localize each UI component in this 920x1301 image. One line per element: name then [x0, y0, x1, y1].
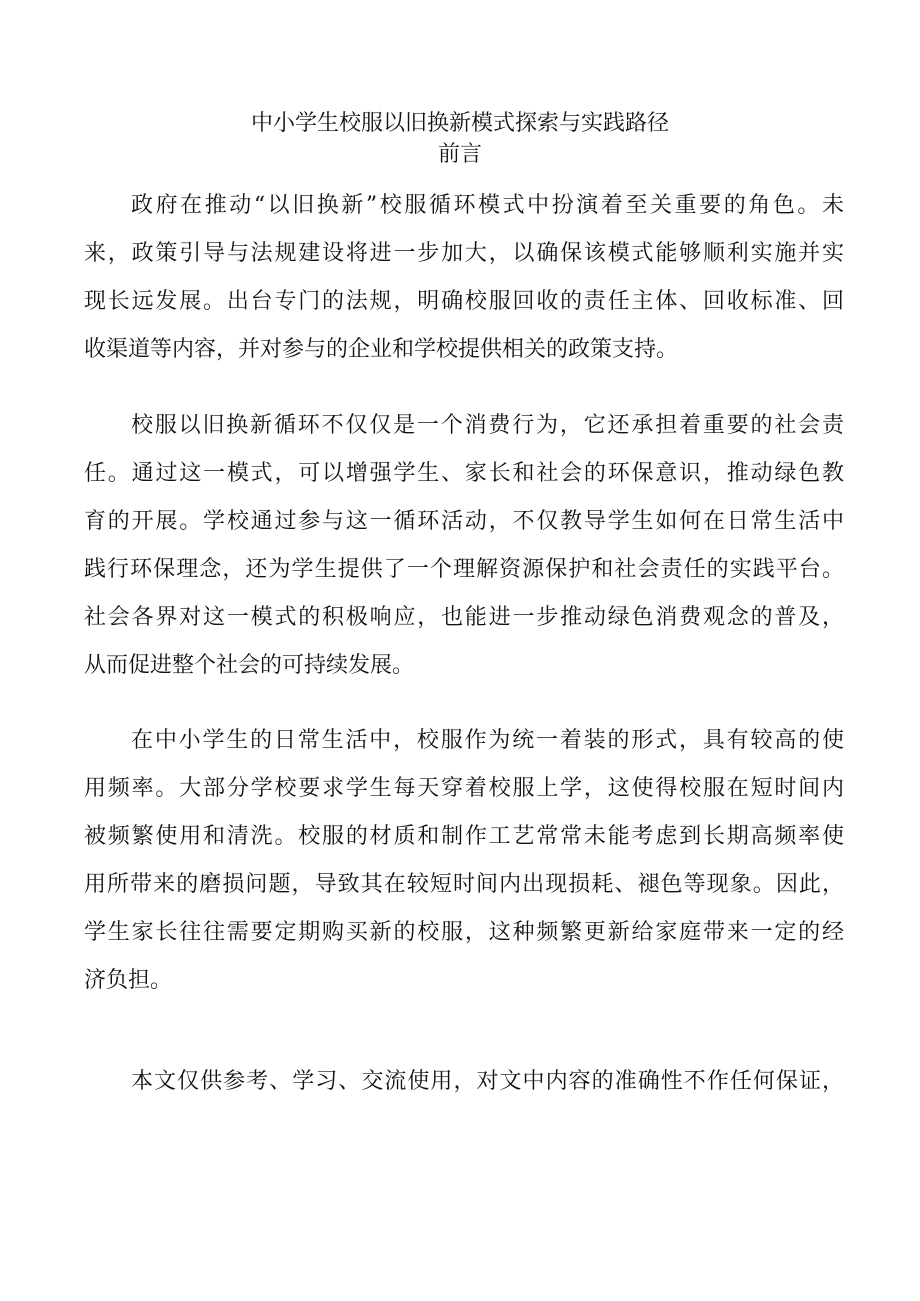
paragraph-line: 任。通过这一模式，可以增强学生、家长和社会的环保意识，推动绿色教: [84, 461, 844, 486]
document-title: 中小学生校服以旧换新模式探索与实践路径: [250, 111, 669, 136]
paragraph-disclaimer: [84, 1058, 844, 1106]
section-heading-preface: 前言: [437, 142, 482, 167]
paragraph-line: 学生家长往往需要定期购买新的校服，这种频繁更新给家庭带来一定的经: [84, 920, 844, 945]
paragraph-line: 从而促进整个社会的可持续发展。: [84, 653, 415, 678]
paragraph-line: 用所带来的磨损问题，导致其在较短时间内出现损耗、褪色等现象。因此，: [84, 872, 844, 897]
paragraph-line: 被频繁使用和清洗。校服的材质和制作工艺常常未能考虑到长期高频率使: [84, 824, 844, 849]
paragraph-line: 校服以旧换新循环不仅仅是一个消费行为，它还承担着重要的社会责: [131, 413, 844, 438]
paragraph-usage-frequency: [84, 717, 844, 1005]
paragraph-line: 育的开展。学校通过参与这一循环活动，不仅教导学生如何在日常生活中: [84, 509, 844, 534]
paragraph-line: 在中小学生的日常生活中，校服作为统一着装的形式，具有较高的使: [131, 728, 844, 753]
paragraph-line: 政府在推动“以旧换新”校服循环模式中扮演着至关重要的角色。未: [131, 193, 844, 218]
paragraph-line: 收渠道等内容，并对参与的企业和学校提供相关的政策支持。: [84, 337, 679, 362]
paragraph-line: 社会各界对这一模式的积极响应，也能进一步推动绿色消费观念的普及，: [84, 605, 844, 630]
paragraph-social-responsibility: [84, 402, 844, 690]
paragraph-line: 来，政策引导与法规建设将进一步加大，以确保该模式能够顺利实施并实: [84, 241, 844, 266]
paragraph-line: 用频率。大部分学校要求学生每天穿着校服上学，这使得校服在短时间内: [84, 776, 844, 801]
paragraph-line: 本文仅供参考、学习、交流使用，对文中内容的准确性不作任何保证，: [131, 1069, 844, 1094]
paragraph-government-role: [84, 182, 844, 374]
paragraph-line: 现长远发展。出台专门的法规，明确校服回收的责任主体、回收标准、回: [84, 289, 844, 314]
paragraph-line: 践行环保理念，还为学生提供了一个理解资源保护和社会责任的实践平台。: [84, 557, 844, 582]
paragraph-line: 济负担。: [84, 968, 173, 993]
